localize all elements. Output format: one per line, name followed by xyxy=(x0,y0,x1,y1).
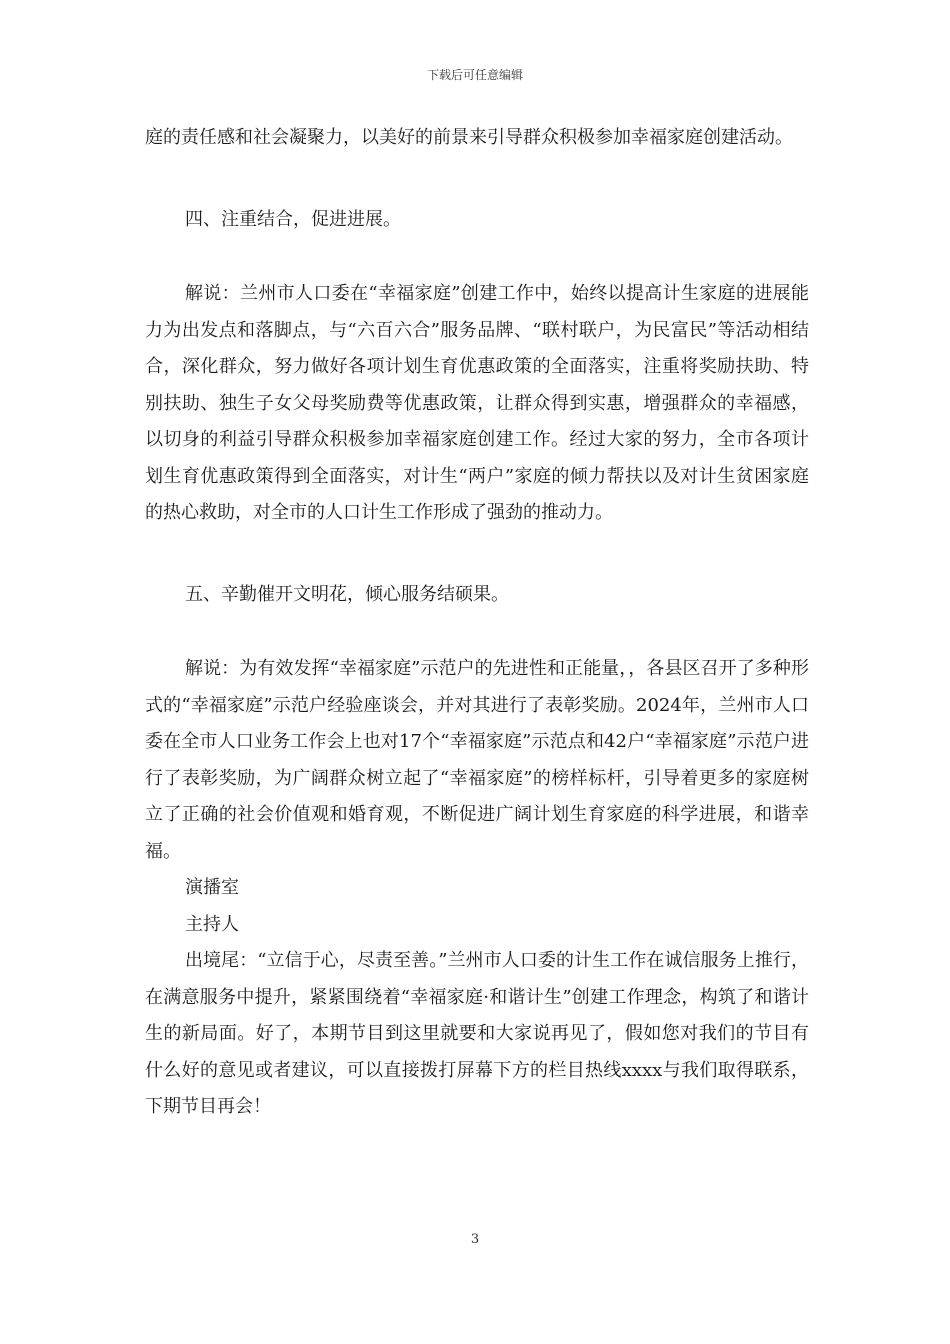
paragraph-commentary-4: 解说：兰州市人口委在“幸福家庭”创建工作中，始终以提高计生家庭的进展能力为出发点和落脚点，与“六百六合”服务品牌、“联村联户，为民富民”等活动相结合，深化群众，努力做好各项计划生育优惠政策的全面落实，注重将奖励扶助、特别扶助、独生子女父母奖励费等优惠政策，让群众得到实惠，增强群众的幸福感，以切身的利益引导群众积极参加幸福家庭创建工作。经过大家的努力，全市各项计划生育优惠政策得到全面落实，对计生“两户”家庭的倾力帮扶以及对计生贫困家庭的热心救助，对全市的人口计生工作形成了强劲的推动力。 xyxy=(145,283,809,523)
scene-label-studio: 演播室 xyxy=(185,877,239,898)
page-header: 下载后可任意编辑 xyxy=(426,68,523,82)
section-heading-5: 五、辛勤催开文明花，倾心服务结硕果。 xyxy=(185,583,509,605)
document-body xyxy=(145,120,809,1126)
page-number: 3 xyxy=(470,1232,480,1247)
section-heading-4: 四、注重结合，促进进展。 xyxy=(185,208,401,230)
paragraph-continuation: 庭的责任感和社会凝聚力，以美好的前景来引导群众积极参加幸福家庭创建活动。 xyxy=(145,127,793,148)
speaker-label-host: 主持人 xyxy=(185,913,239,935)
paragraph-commentary-5: 解说：为有效发挥“幸福家庭”示范户的先进性和正能量，，各县区召开了多种形式的“幸福家庭”示范户经验座谈会，并对其进行了表彰奖励。2024年，兰州市人口委在全市人口业务工作会上也对17个“幸福家庭”示范点和42户“幸福家庭”示范户进行了表彰奖励，为广阔群众树立起了“幸福家庭”的榜样标杆，引导着更多的家庭树立了正确的社会价值观和婚育观，不断促进广阔计划生育家庭的科学进展，和谐幸福。 xyxy=(145,658,809,862)
paragraph-closing: 出境尾：“立信于心，尽责至善。”兰州市人口委的计生工作在诚信服务上推行，在满意服务中提升，紧紧围绕着“幸福家庭·和谐计生”创建工作理念，构筑了和谐计生的新局面。好了，本期节目到这里就要和大家说再见了，假如您对我们的节目有什么好的意见或者建议，可以直接拨打屏幕下方的栏目热线xxxx与我们取得联系，下期节目再会！ xyxy=(145,950,809,1117)
